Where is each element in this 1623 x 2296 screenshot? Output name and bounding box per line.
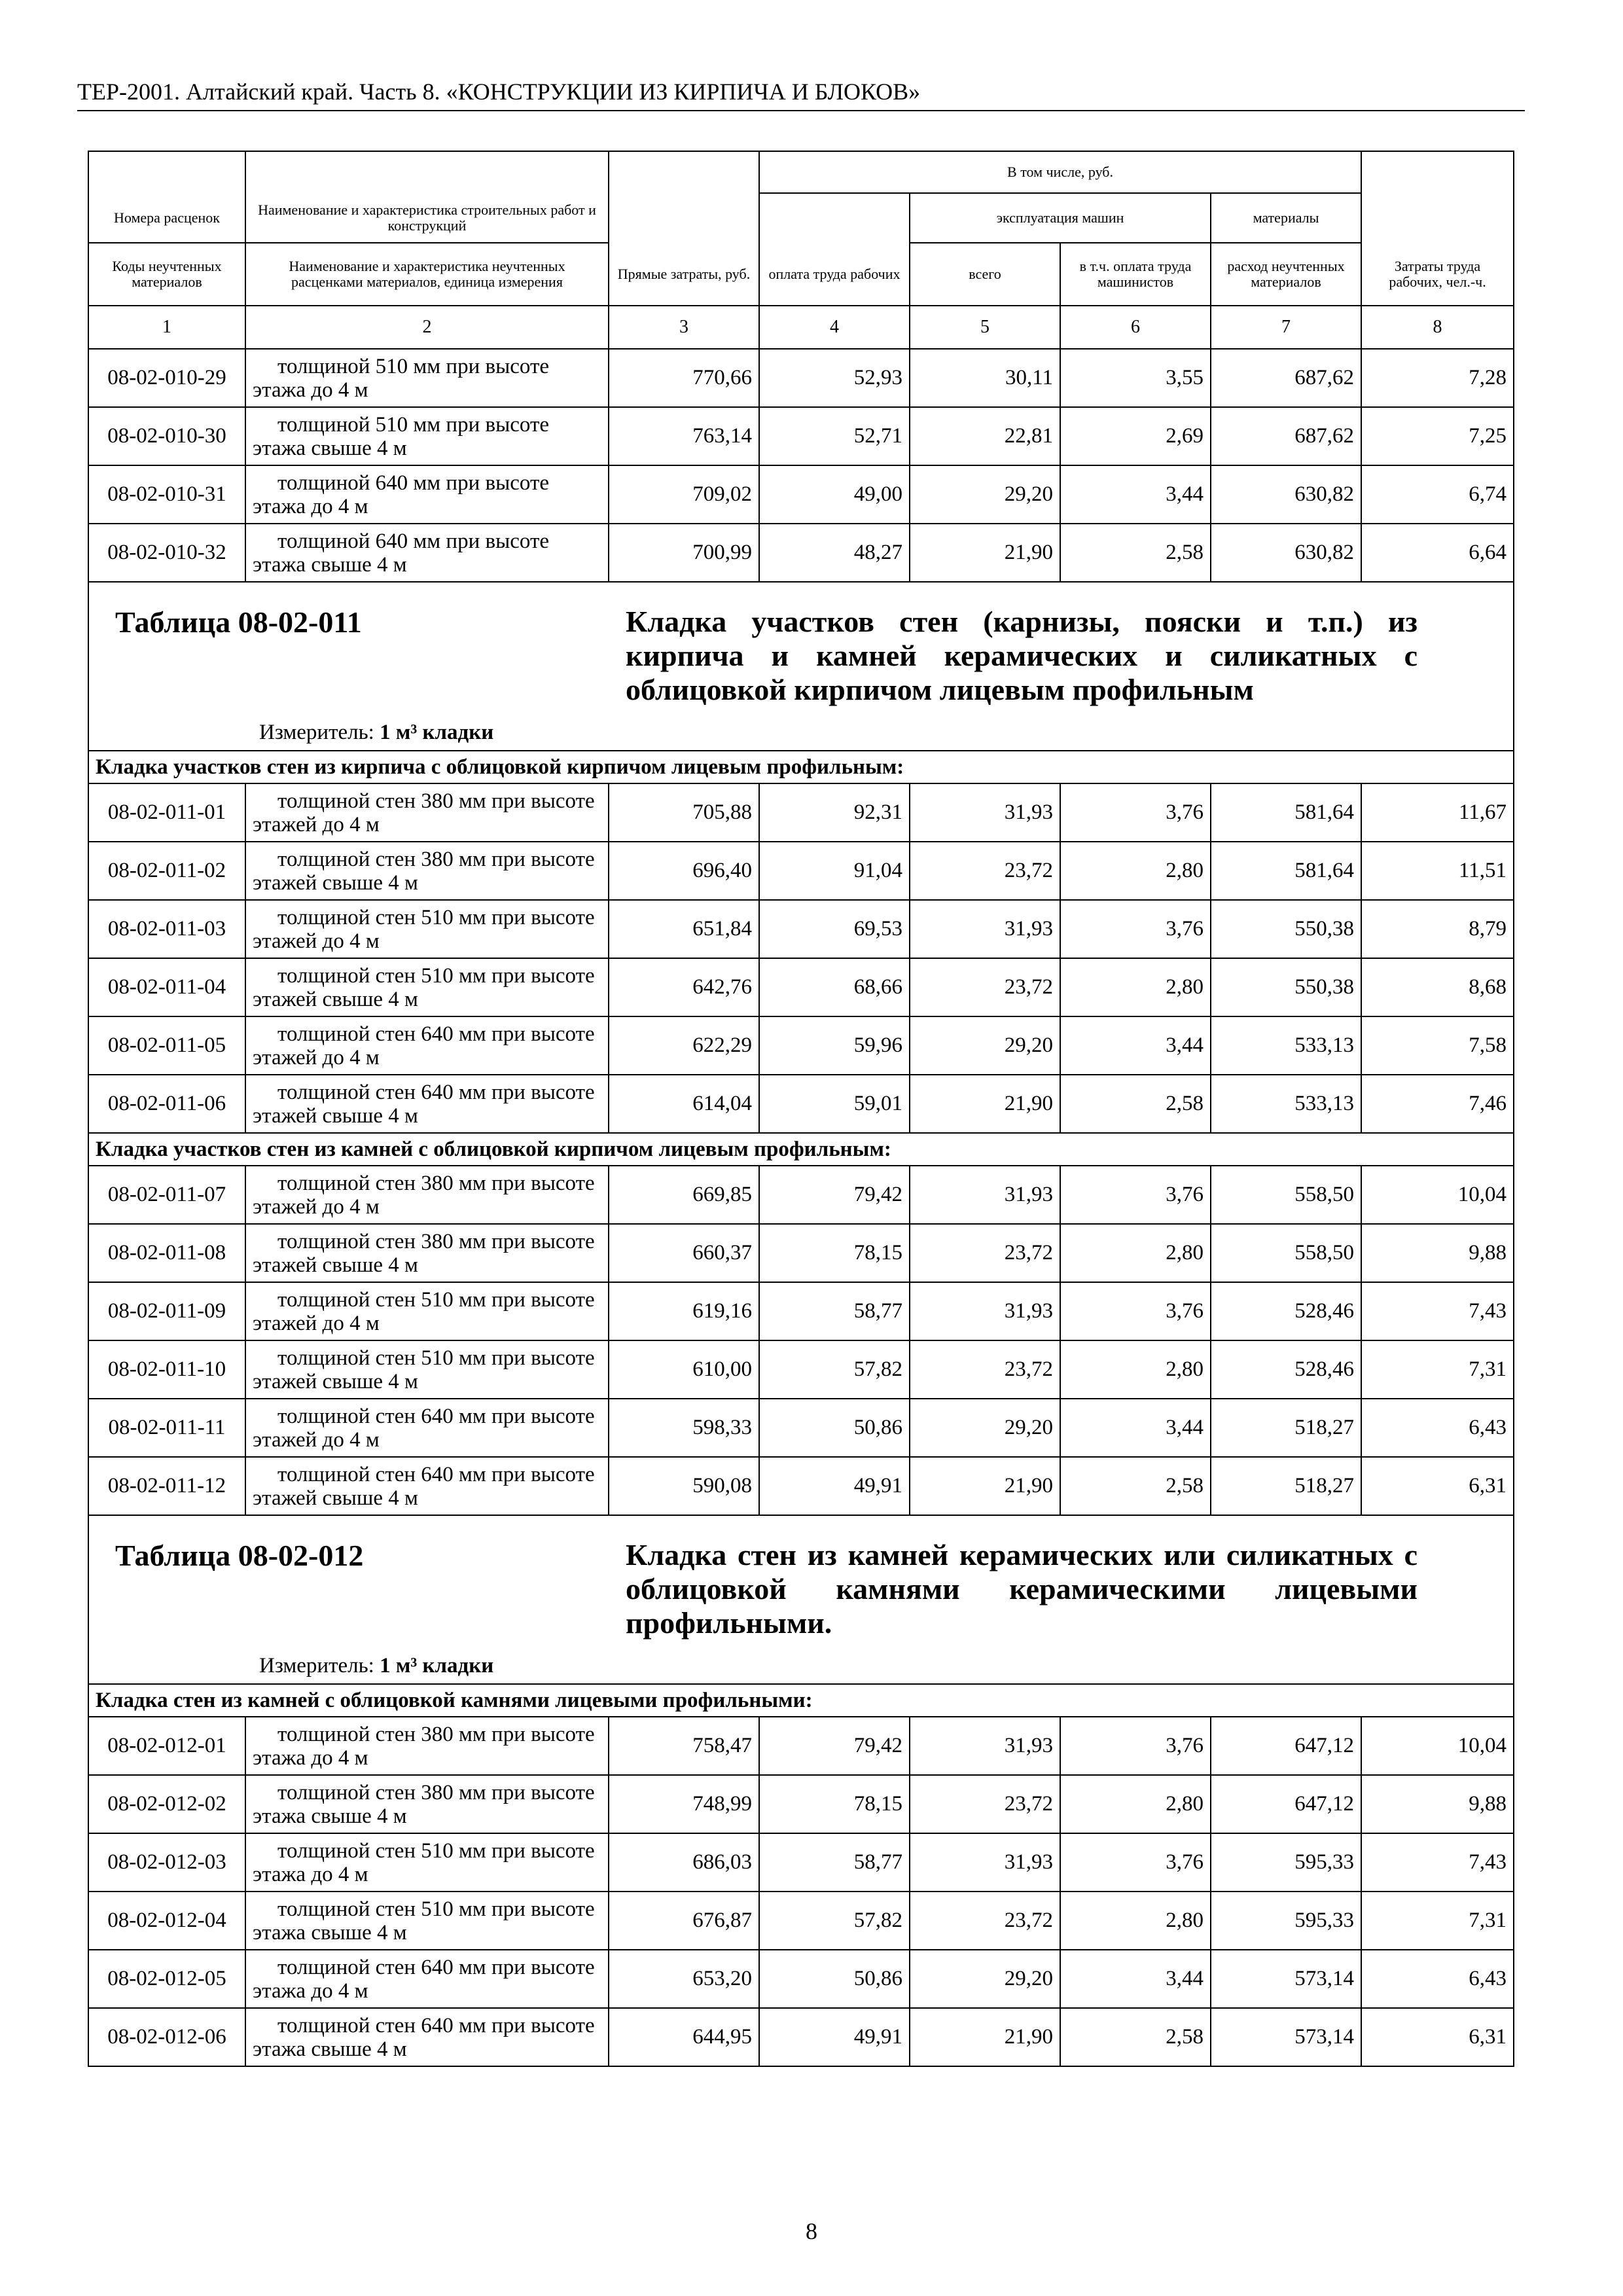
labor-costs-value: 7,46 (1361, 1075, 1514, 1133)
labor-costs-value: 9,88 (1361, 1224, 1514, 1282)
page-number: 8 (806, 2218, 817, 2244)
work-description: толщиной стен 510 мм при высоте этажа до 4 м (245, 1833, 609, 1892)
direct-costs-value: 669,85 (609, 1166, 759, 1224)
table-row (88, 1075, 1514, 1133)
materials-value: 630,82 (1211, 465, 1361, 524)
table-row (88, 465, 1514, 524)
table-title: Таблица 08-02-011 (115, 605, 362, 639)
header-direct-costs: Прямые затраты, руб. (609, 243, 759, 306)
labor-costs-value: 11,51 (1361, 842, 1514, 900)
work-description: толщиной стен 640 мм при высоте этажа свыше 4 м (245, 2008, 609, 2066)
direct-costs-value: 653,20 (609, 1950, 759, 2008)
table-row (88, 900, 1514, 958)
direct-costs-value: 614,04 (609, 1075, 759, 1133)
machinist-pay-value: 2,80 (1060, 958, 1211, 1016)
machinist-pay-value: 3,55 (1060, 349, 1211, 407)
rate-code: 08-02-011-07 (88, 1166, 245, 1224)
work-description: толщиной стен 510 мм при высоте этажей свыше 4 м (245, 958, 609, 1016)
labor-costs-value: 6,31 (1361, 2008, 1514, 2066)
materials-value: 595,33 (1211, 1833, 1361, 1892)
direct-costs-value: 676,87 (609, 1892, 759, 1950)
labor-costs-value: 7,43 (1361, 1282, 1514, 1340)
materials-value: 581,64 (1211, 783, 1361, 842)
labor-pay-value: 57,82 (759, 1340, 910, 1399)
labor-pay-value: 58,77 (759, 1833, 910, 1892)
direct-costs-value: 709,02 (609, 465, 759, 524)
labor-pay-value: 79,42 (759, 1717, 910, 1775)
rate-code: 08-02-011-11 (88, 1399, 245, 1457)
subsection-heading-row (88, 1133, 1514, 1166)
rate-code: 08-02-011-03 (88, 900, 245, 958)
machine-total-value: 29,20 (910, 1399, 1060, 1457)
machine-total-value: 23,72 (910, 1340, 1060, 1399)
labor-costs-value: 7,25 (1361, 407, 1514, 465)
machine-total-value: 29,20 (910, 465, 1060, 524)
machine-total-value: 31,93 (910, 1833, 1060, 1892)
table-row (88, 1457, 1514, 1515)
materials-value: 550,38 (1211, 958, 1361, 1016)
materials-value: 518,27 (1211, 1399, 1361, 1457)
rate-code: 08-02-010-32 (88, 524, 245, 582)
materials-value: 533,13 (1211, 1016, 1361, 1075)
materials-value: 647,12 (1211, 1775, 1361, 1833)
labor-pay-value: 57,82 (759, 1892, 910, 1950)
rate-code: 08-02-010-31 (88, 465, 245, 524)
direct-costs-value: 748,99 (609, 1775, 759, 1833)
header-in-that-rub: В том числе, руб. (759, 151, 1361, 193)
rate-code: 08-02-011-10 (88, 1340, 245, 1399)
machine-total-value: 21,90 (910, 524, 1060, 582)
work-description: толщиной 640 мм при высоте этажа до 4 м (245, 465, 609, 524)
table-row (88, 1224, 1514, 1282)
rate-code: 08-02-011-08 (88, 1224, 245, 1282)
direct-costs-value: 622,29 (609, 1016, 759, 1075)
materials-value: 687,62 (1211, 407, 1361, 465)
table-row (88, 783, 1514, 842)
direct-costs-value: 598,33 (609, 1399, 759, 1457)
machine-total-value: 23,72 (910, 842, 1060, 900)
materials-value: 550,38 (1211, 900, 1361, 958)
labor-pay-value: 92,31 (759, 783, 910, 842)
column-numbers-row (88, 306, 1514, 349)
rate-code: 08-02-011-06 (88, 1075, 245, 1133)
rate-code: 08-02-011-09 (88, 1282, 245, 1340)
materials-value: 528,46 (1211, 1340, 1361, 1399)
work-description: толщиной стен 510 мм при высоте этажа свыше 4 м (245, 1892, 609, 1950)
materials-value: 687,62 (1211, 349, 1361, 407)
labor-pay-value: 91,04 (759, 842, 910, 900)
machine-total-value: 31,93 (910, 1166, 1060, 1224)
direct-costs-value: 590,08 (609, 1457, 759, 1515)
labor-costs-value: 6,31 (1361, 1457, 1514, 1515)
direct-costs-value: 642,76 (609, 958, 759, 1016)
rate-code: 08-02-011-05 (88, 1016, 245, 1075)
machine-total-value: 23,72 (910, 958, 1060, 1016)
rate-code: 08-02-012-05 (88, 1950, 245, 2008)
materials-value: 595,33 (1211, 1892, 1361, 1950)
work-description: толщиной стен 380 мм при высоте этажей свыше 4 м (245, 1224, 609, 1282)
materials-value: 573,14 (1211, 2008, 1361, 2066)
direct-costs-value: 644,95 (609, 2008, 759, 2066)
table-row (88, 1282, 1514, 1340)
table-row (88, 1717, 1514, 1775)
machine-total-value: 30,11 (910, 349, 1060, 407)
machinist-pay-value: 3,44 (1060, 465, 1211, 524)
work-description: толщиной стен 640 мм при высоте этажей до 4 м (245, 1399, 609, 1457)
column-number: 8 (1361, 306, 1514, 349)
machinist-pay-value: 2,80 (1060, 1224, 1211, 1282)
labor-costs-value: 10,04 (1361, 1166, 1514, 1224)
unit-label: Измеритель: (259, 1654, 374, 1677)
machinist-pay-value: 2,58 (1060, 2008, 1211, 2066)
work-description: толщиной стен 510 мм при высоте этажей до 4 м (245, 1282, 609, 1340)
machinist-pay-value: 2,58 (1060, 1457, 1211, 1515)
machinist-pay-value: 3,76 (1060, 1166, 1211, 1224)
machine-total-value: 31,93 (910, 783, 1060, 842)
machine-total-value: 22,81 (910, 407, 1060, 465)
machinist-pay-value: 3,44 (1060, 1016, 1211, 1075)
machinist-pay-value: 2,58 (1060, 1075, 1211, 1133)
labor-costs-value: 11,67 (1361, 783, 1514, 842)
labor-costs-value: 10,04 (1361, 1717, 1514, 1775)
rate-code: 08-02-011-04 (88, 958, 245, 1016)
column-number: 3 (609, 306, 759, 349)
subsection-heading-row (88, 1684, 1514, 1717)
work-description: толщиной стен 640 мм при высоте этажей свыше 4 м (245, 1075, 609, 1133)
subsection-heading: Кладка стен из камней с облицовкой камнями лицевыми профильными: (88, 1684, 1514, 1717)
table-row (88, 958, 1514, 1016)
machinist-pay-value: 3,76 (1060, 1717, 1211, 1775)
labor-costs-value: 6,74 (1361, 465, 1514, 524)
labor-costs-value: 7,43 (1361, 1833, 1514, 1892)
header-codes-unaccounted: Коды неучтенных материалов (88, 243, 245, 306)
header-total: всего (910, 243, 1060, 306)
labor-costs-value: 7,31 (1361, 1892, 1514, 1950)
column-number: 5 (910, 306, 1060, 349)
table-row (88, 349, 1514, 407)
work-description: толщиной стен 640 мм при высоте этажей до 4 м (245, 1016, 609, 1075)
column-number: 1 (88, 306, 245, 349)
labor-pay-value: 78,15 (759, 1224, 910, 1282)
labor-pay-value: 48,27 (759, 524, 910, 582)
table-row (88, 1833, 1514, 1892)
labor-costs-value: 6,43 (1361, 1950, 1514, 2008)
direct-costs-value: 686,03 (609, 1833, 759, 1892)
header-materials: материалы (1211, 193, 1361, 243)
header-labor-pay: оплата труда рабочих (759, 243, 910, 306)
labor-costs-value: 6,43 (1361, 1399, 1514, 1457)
machinist-pay-value: 2,80 (1060, 1340, 1211, 1399)
direct-costs-value: 758,47 (609, 1717, 759, 1775)
materials-value: 558,50 (1211, 1224, 1361, 1282)
materials-value: 573,14 (1211, 1950, 1361, 2008)
work-description: толщиной стен 380 мм при высоте этажей до 4 м (245, 1166, 609, 1224)
machine-total-value: 23,72 (910, 1892, 1060, 1950)
machine-total-value: 21,90 (910, 1075, 1060, 1133)
table-row (88, 842, 1514, 900)
materials-value: 533,13 (1211, 1075, 1361, 1133)
work-description: толщиной стен 510 мм при высоте этажей до 4 м (245, 900, 609, 958)
machine-total-value: 21,90 (910, 2008, 1060, 2066)
machinist-pay-value: 3,76 (1060, 1282, 1211, 1340)
rates-table (88, 151, 1514, 2067)
header-name-materials: Наименование и характеристика неучтенных расценками материалов, единица измерения (245, 243, 609, 306)
machine-total-value: 23,72 (910, 1224, 1060, 1282)
header-num-rates: Номера расценок (88, 193, 245, 243)
labor-costs-value: 8,79 (1361, 900, 1514, 958)
table-08-02-012-header (88, 1515, 1514, 1684)
table-row (88, 1775, 1514, 1833)
direct-costs-value: 696,40 (609, 842, 759, 900)
column-number: 6 (1060, 306, 1211, 349)
work-description: толщиной 640 мм при высоте этажа свыше 4 м (245, 524, 609, 582)
machinist-pay-value: 2,80 (1060, 1892, 1211, 1950)
machine-total-value: 31,93 (910, 1282, 1060, 1340)
rate-code: 08-02-011-01 (88, 783, 245, 842)
header-labor-costs: Затраты труда рабочих, чел.-ч. (1361, 243, 1514, 306)
materials-value: 518,27 (1211, 1457, 1361, 1515)
rate-code: 08-02-011-02 (88, 842, 245, 900)
header-name-works: Наименование и характеристика строительных работ и конструкций (245, 193, 609, 243)
rate-code: 08-02-012-06 (88, 2008, 245, 2066)
materials-value: 558,50 (1211, 1166, 1361, 1224)
table-row (88, 524, 1514, 582)
column-number: 7 (1211, 306, 1361, 349)
labor-pay-value: 68,66 (759, 958, 910, 1016)
direct-costs-value: 651,84 (609, 900, 759, 958)
direct-costs-value: 763,14 (609, 407, 759, 465)
machinist-pay-value: 3,76 (1060, 783, 1211, 842)
direct-costs-value: 610,00 (609, 1340, 759, 1399)
labor-pay-value: 58,77 (759, 1282, 910, 1340)
labor-costs-value: 8,68 (1361, 958, 1514, 1016)
machinist-pay-value: 3,76 (1060, 1833, 1211, 1892)
machine-total-value: 29,20 (910, 1016, 1060, 1075)
machine-total-value: 21,90 (910, 1457, 1060, 1515)
labor-pay-value: 59,01 (759, 1075, 910, 1133)
subsection-heading-row (88, 751, 1514, 783)
labor-costs-value: 9,88 (1361, 1775, 1514, 1833)
labor-pay-value: 69,53 (759, 900, 910, 958)
work-description: толщиной стен 640 мм при высоте этажей свыше 4 м (245, 1457, 609, 1515)
direct-costs-value: 770,66 (609, 349, 759, 407)
labor-costs-value: 7,28 (1361, 349, 1514, 407)
work-description: толщиной стен 640 мм при высоте этажа до 4 м (245, 1950, 609, 2008)
materials-value: 630,82 (1211, 524, 1361, 582)
table-unit (259, 721, 493, 745)
machinist-pay-value: 3,44 (1060, 1950, 1211, 2008)
labor-pay-value: 79,42 (759, 1166, 910, 1224)
rate-code: 08-02-010-30 (88, 407, 245, 465)
work-description: толщиной стен 510 мм при высоте этажей свыше 4 м (245, 1340, 609, 1399)
direct-costs-value: 619,16 (609, 1282, 759, 1340)
machine-total-value: 29,20 (910, 1950, 1060, 2008)
labor-pay-value: 52,71 (759, 407, 910, 465)
document-header: ТЕР-2001. Алтайский край. Часть 8. «КОНСТРУКЦИИ ИЗ КИРПИЧА И БЛОКОВ» (77, 77, 1525, 111)
direct-costs-value: 660,37 (609, 1224, 759, 1282)
labor-pay-value: 49,91 (759, 1457, 910, 1515)
machinist-pay-value: 2,80 (1060, 1775, 1211, 1833)
machine-total-value: 31,93 (910, 1717, 1060, 1775)
table-row (88, 1166, 1514, 1224)
work-description: толщиной стен 380 мм при высоте этажа до 4 м (245, 1717, 609, 1775)
table-description: Кладка стен из камней керамических или силикатных с облицовкой камнями керамическими лицевыми профильными. (626, 1538, 1418, 1640)
rate-code: 08-02-012-03 (88, 1833, 245, 1892)
labor-pay-value: 50,86 (759, 1950, 910, 2008)
labor-pay-value: 50,86 (759, 1399, 910, 1457)
machine-total-value: 23,72 (910, 1775, 1060, 1833)
subsection-heading: Кладка участков стен из кирпича с облицовкой кирпичом лицевым профильным: (88, 751, 1514, 783)
materials-value: 647,12 (1211, 1717, 1361, 1775)
table-row (88, 1892, 1514, 1950)
table-row (88, 1399, 1514, 1457)
table-row (88, 1016, 1514, 1075)
rate-code: 08-02-010-29 (88, 349, 245, 407)
labor-pay-value: 78,15 (759, 1775, 910, 1833)
unit-value: 1 м³ кладки (380, 721, 494, 744)
table-08-02-011-header (88, 582, 1514, 751)
rate-code: 08-02-011-12 (88, 1457, 245, 1515)
table-row (88, 1340, 1514, 1399)
header-incl-machinists: в т.ч. оплата труда машинистов (1060, 243, 1211, 306)
table-row (88, 407, 1514, 465)
direct-costs-value: 705,88 (609, 783, 759, 842)
table-unit (259, 1654, 493, 1678)
table-row (88, 1950, 1514, 2008)
column-number: 4 (759, 306, 910, 349)
table-row (88, 2008, 1514, 2066)
work-description: толщиной стен 380 мм при высоте этажей до 4 м (245, 783, 609, 842)
labor-pay-value: 49,91 (759, 2008, 910, 2066)
table-title: Таблица 08-02-012 (115, 1539, 364, 1572)
labor-costs-value: 7,31 (1361, 1340, 1514, 1399)
labor-costs-value: 6,64 (1361, 524, 1514, 582)
table-description: Кладка участков стен (карнизы, пояски и т.п.) из кирпича и камней керамических и силикатных с облицовкой кирпичом лицевым профильным (626, 605, 1418, 706)
column-number: 2 (245, 306, 609, 349)
subsection-heading: Кладка участков стен из камней с облицовкой кирпичом лицевым профильным: (88, 1133, 1514, 1166)
work-description: толщиной 510 мм при высоте этажа до 4 м (245, 349, 609, 407)
work-description: толщиной стен 380 мм при высоте этажа свыше 4 м (245, 1775, 609, 1833)
unit-label: Измеритель: (259, 721, 374, 744)
direct-costs-value: 700,99 (609, 524, 759, 582)
rate-code: 08-02-012-02 (88, 1775, 245, 1833)
machinist-pay-value: 2,69 (1060, 407, 1211, 465)
rate-code: 08-02-012-04 (88, 1892, 245, 1950)
labor-pay-value: 49,00 (759, 465, 910, 524)
header-machine-exploitation: эксплуатация машин (910, 193, 1211, 243)
machinist-pay-value: 3,76 (1060, 900, 1211, 958)
machine-total-value: 31,93 (910, 900, 1060, 958)
machinist-pay-value: 3,44 (1060, 1399, 1211, 1457)
labor-pay-value: 52,93 (759, 349, 910, 407)
rate-code: 08-02-012-01 (88, 1717, 245, 1775)
labor-costs-value: 7,58 (1361, 1016, 1514, 1075)
materials-value: 528,46 (1211, 1282, 1361, 1340)
labor-pay-value: 59,96 (759, 1016, 910, 1075)
materials-value: 581,64 (1211, 842, 1361, 900)
machinist-pay-value: 2,80 (1060, 842, 1211, 900)
unit-value: 1 м³ кладки (380, 1654, 494, 1677)
machinist-pay-value: 2,58 (1060, 524, 1211, 582)
header-materials-consumption: расход неучтенных материалов (1211, 243, 1361, 306)
work-description: толщиной стен 380 мм при высоте этажей свыше 4 м (245, 842, 609, 900)
work-description: толщиной 510 мм при высоте этажа свыше 4 м (245, 407, 609, 465)
